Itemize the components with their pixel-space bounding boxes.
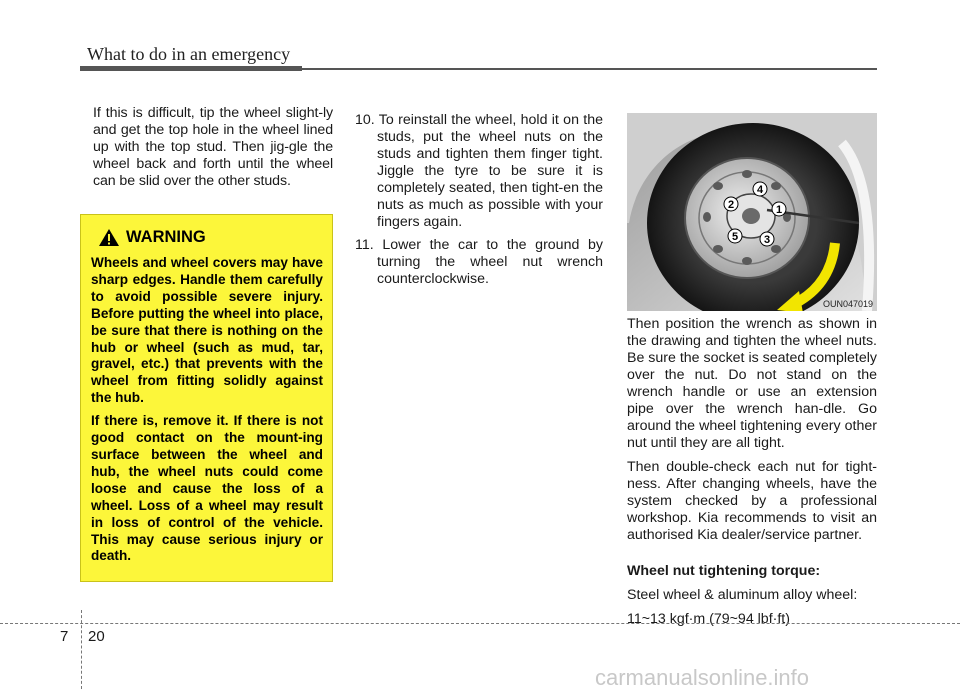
watermark: carmanualsonline.info — [595, 665, 810, 689]
step-text: Lower the car to the ground by turning the wheel nut wrench counterclockwise. — [377, 237, 603, 287]
step-number: 10. — [355, 112, 375, 128]
step-number: 11. — [355, 237, 374, 253]
continuation-paragraph: If this is difficult, tip the wheel slight-ly and get the top hole in the wheel lined up with the top stud. Then jig-gle the wheel back and forth until the wheel can be slid over the other studs. — [93, 105, 333, 189]
nut-label-2: 2 — [727, 199, 735, 211]
figure-code: OUN047019 — [822, 299, 873, 309]
warning-header — [98, 228, 323, 247]
header-rule-thick — [80, 66, 302, 71]
footer-vertical-divider — [81, 610, 82, 689]
step-10 — [355, 112, 603, 231]
step-text: To reinstall the wheel, hold it on the studs, put the wheel nuts on the studs and tighten them finger tight. Jiggle the tyre to be sure it is completely seated, then tight-en the nuts as much as possible with your fingers again. — [377, 112, 603, 230]
nut-label-3: 3 — [763, 234, 771, 246]
warning-paragraph-2: If there is, remove it. If there is not good contact on the mount-ing surface between the wheel and hub, the wheel nuts could come loose and cause the loss of a wheel. Loss of a wheel may result in loss of control of the vehicle. This may cause serious injury or death. — [91, 413, 323, 564]
section-number: 7 — [60, 628, 69, 645]
page-number: 20 — [88, 628, 105, 645]
warning-box — [80, 214, 333, 582]
torque-heading: Wheel nut tightening torque: — [627, 563, 821, 579]
nut-label-1: 1 — [775, 204, 783, 216]
wheel-tightening-illustration — [627, 113, 877, 311]
torque-wheel-type: Steel wheel & aluminum alloy wheel: — [627, 587, 858, 603]
tightening-instructions — [627, 316, 877, 628]
step-item — [355, 112, 603, 231]
footer-divider — [0, 623, 960, 624]
steps-list — [355, 112, 603, 288]
instruction-paragraph-1: Then position the wrench as shown in the drawing and tighten the wheel nuts. Be sure the socket is seated completely over the nut. Do not stand on the wrench handle or use an extension pipe over the wrench han-dle. Go around the wheel tightening every other nut until they are all tight. — [627, 316, 877, 451]
step-11 — [355, 237, 603, 288]
nut-label-5: 5 — [731, 231, 739, 243]
warning-title: WARNING — [126, 228, 206, 246]
warning-paragraph-1: Wheels and wheel covers may have sharp edges. Handle them carefully to avoid possible severe injury. Before putting the wheel into place, be sure that there is nothing on the hub or wheel (such as mud, tar, gravel, etc.) that prevents with the wheel from fitting solidly against the hub. — [91, 255, 323, 406]
header-rule-thin — [302, 68, 877, 70]
step-item — [355, 237, 603, 288]
page-header-title: What to do in an emergency — [87, 44, 291, 64]
warning-triangle-icon — [98, 228, 120, 247]
wheel-drawing — [627, 113, 877, 311]
instruction-paragraph-2: Then double-check each nut for tight-ness. After changing wheels, have the system checked by a professional workshop. Kia recommends to visit an authorised Kia dealer/service partner. — [627, 459, 877, 543]
torque-value: 11~13 kgf·m (79~94 lbf·ft) — [627, 611, 790, 627]
nut-label-4: 4 — [756, 184, 764, 196]
